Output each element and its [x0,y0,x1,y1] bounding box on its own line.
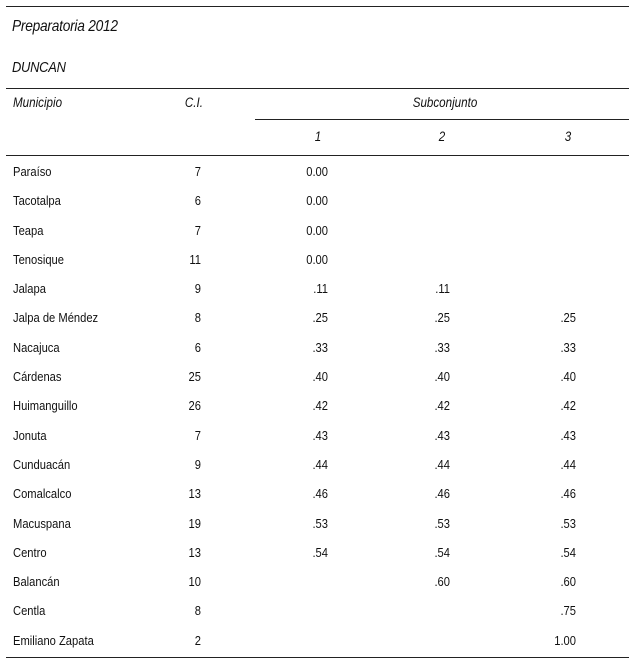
municipio-cell: Jalpa de Méndez [13,310,99,326]
municipio-cell: Comalcalco [13,486,72,502]
ci-cell: 9 [194,281,201,297]
header-subconjunto: Subconjunto [412,95,478,110]
subset-1-cell: .25 [312,310,328,326]
municipio-cell: Centro [13,544,47,560]
subset-2-cell: .11 [435,281,450,297]
subset-1-cell: .53 [312,515,328,531]
ci-cell: 7 [194,164,201,179]
table-row [0,362,636,391]
table-row [0,509,636,538]
municipio-cell: Jalapa [13,281,46,297]
ci-cell: 10 [188,574,201,590]
ci-cell: 7 [194,222,201,238]
top-rule [6,6,629,7]
header-top-rule [6,88,629,89]
municipio-cell: Emiliano Zapata [13,632,94,648]
header-bottom-rule [6,155,629,156]
municipio-cell: Teapa [13,222,44,238]
table-row [0,538,636,567]
header-municipio: Municipio [13,95,63,110]
ci-cell: 13 [188,486,201,502]
subset-2-cell: .53 [434,515,450,531]
municipio-cell: Tenosique [13,251,64,267]
municipio-cell: Cárdenas [13,369,62,385]
subset-2-cell: .42 [434,398,450,414]
municipio-cell: Centla [13,603,46,619]
municipio-cell: Macuspana [13,515,71,531]
table-row [0,626,636,655]
subset-1-cell: .42 [312,398,328,414]
subset-1-cell: 0.00 [306,193,328,209]
header-subset-3: 3 [564,129,572,144]
ci-cell: 8 [194,603,201,619]
subset-3-cell: .54 [560,544,576,560]
subset-3-cell: .33 [560,339,576,355]
table-row [0,450,636,479]
table-row [0,596,636,625]
table-row [0,303,636,332]
ci-cell: 26 [188,398,201,414]
subset-1-cell: .11 [313,281,328,297]
subset-1-cell: .46 [312,486,328,502]
table-row [0,216,636,245]
ci-cell: 19 [188,515,201,531]
subset-1-cell: 0.00 [306,164,328,179]
subset-1-cell: .33 [312,339,328,355]
subset-1-cell: .43 [312,427,328,443]
subset-3-cell: .53 [560,515,576,531]
subset-1-cell: 0.00 [306,222,328,238]
ci-cell: 6 [194,339,201,355]
ci-cell: 9 [194,456,201,472]
municipio-cell: Cunduacán [13,456,71,472]
subset-3-cell: 1.00 [554,632,576,648]
subset-1-cell: .40 [312,369,328,385]
table-row [0,186,636,215]
ci-cell: 6 [194,193,201,209]
subset-1-cell: 0.00 [306,251,328,267]
subset-3-cell: .60 [560,574,576,590]
subset-2-cell: .33 [434,339,450,355]
subset-3-cell: .44 [560,456,576,472]
subset-2-cell: .43 [434,427,450,443]
ci-cell: 8 [194,310,201,326]
header-subset-1: 1 [314,129,322,144]
table-subtitle: DUNCAN [12,59,66,76]
header-subset-2: 2 [438,129,446,144]
table-row [0,421,636,450]
subset-3-cell: .43 [560,427,576,443]
subset-3-cell: .40 [560,369,576,385]
subset-2-cell: .25 [434,310,450,326]
ci-cell: 11 [189,251,201,267]
subset-3-cell: .46 [560,486,576,502]
subconjunto-rule [255,119,629,120]
municipio-cell: Jonuta [13,427,47,443]
municipio-cell: Huimanguillo [13,398,78,414]
ci-cell: 13 [188,544,201,560]
table-row [0,479,636,508]
ci-cell: 7 [194,427,201,443]
municipio-cell: Balancán [13,574,60,590]
subset-2-cell: .54 [434,544,450,560]
table-body [0,157,636,655]
subset-2-cell: .40 [434,369,450,385]
subset-2-cell: .44 [434,456,450,472]
subset-3-cell: .25 [560,310,576,326]
subset-1-cell: .54 [312,544,328,560]
municipio-cell: Nacajuca [13,339,60,355]
municipio-cell: Paraíso [13,164,52,179]
header-ci: C.I. [184,95,203,110]
ci-cell: 2 [194,632,201,648]
table-row [0,333,636,362]
table-row [0,274,636,303]
subset-3-cell: .42 [560,398,576,414]
bottom-rule [6,657,629,658]
table-row [0,567,636,596]
subset-3-cell: .75 [560,603,576,619]
municipio-cell: Tacotalpa [13,193,61,209]
subset-2-cell: .46 [434,486,450,502]
table-title: Preparatoria 2012 [12,18,118,35]
table-row [0,157,636,186]
ci-cell: 25 [188,369,201,385]
table-row [0,245,636,274]
subset-2-cell: .60 [434,574,450,590]
table-row [0,391,636,420]
subset-1-cell: .44 [312,456,328,472]
